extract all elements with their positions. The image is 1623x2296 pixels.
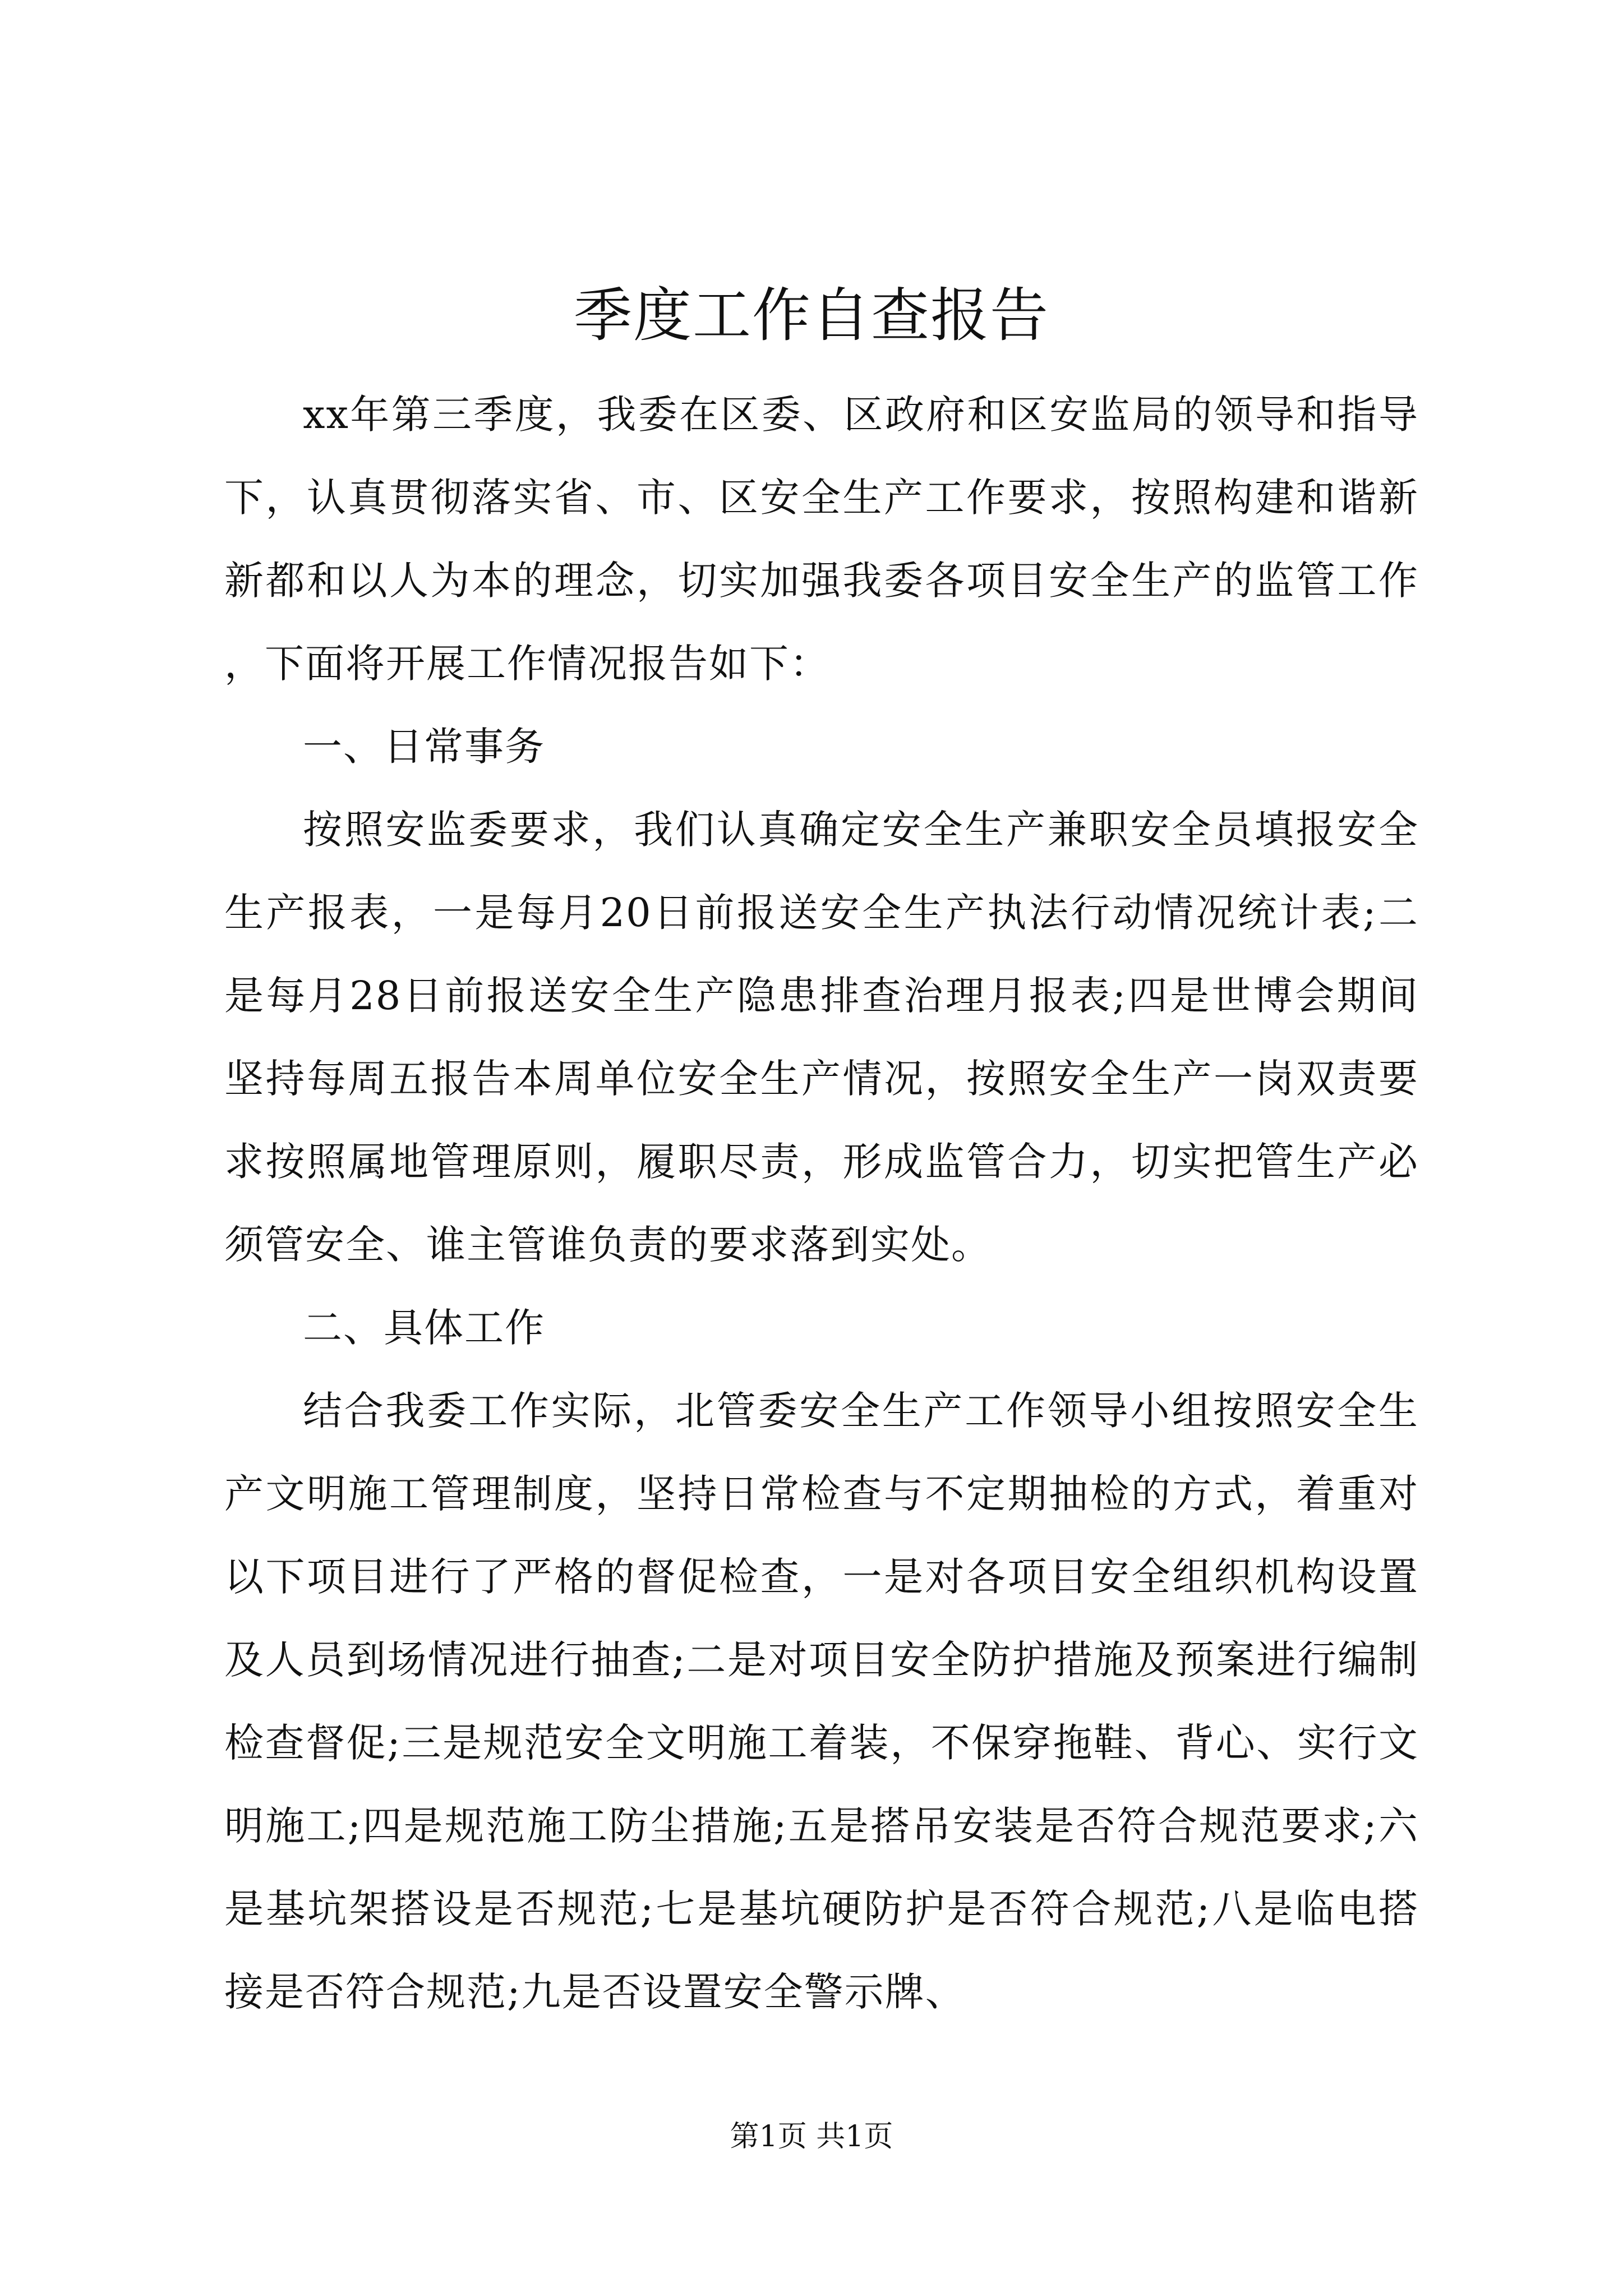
document-title: 季度工作自查报告 <box>573 281 1049 349</box>
paragraph-daily-affairs: 按照安监委要求，我们认真确定安全生产兼职安全员填报安全生产报表，一是每月20日前报送安全生产执法行动情况统计表;二是每月28日前报送安全生产隐患排查治理月报表;四是世博会期间坚持每周五报告本周单位安全生产情况，按照安全生产一岗双责要求按照属地管理原则，履职尽责，形成监管合力，切实把管生产必须管安全、谁主管谁负责的要求落到实处。 <box>224 807 1419 1268</box>
paragraph-specific-work: 结合我委工作实际，北管委安全生产工作领导小组按照安全生产文明施工管理制度，坚持日常检查与不定期抽检的方式，着重对以下项目进行了严格的督促检查，一是对各项目安全组织机构设置及人员到场情况进行抽查;二是对项目安全防护措施及预案进行编制检查督促;三是规范安全文明施工着装，不保穿拖鞋、背心、实行文明施工;四是规范施工防尘措施;五是搭吊安装是否符合规范要求;六是基坑架搭设是否规范;七是基坑硬防护是否符合规范;八是临电搭接是否符合规范;九是否设置安全警示牌、 <box>224 1388 1419 2015</box>
paragraph-intro: xx年第三季度，我委在区委、区政府和区安监局的领导和指导下，认真贯彻落实省、市、区安全生产工作要求，按照构建和谐新新都和以人为本的理念，切实加强我委各项目安全生产的监管工作，下面将开展工作情况报告如下： <box>224 392 1419 687</box>
section-heading-daily-affairs: 一、日常事务 <box>303 724 545 770</box>
document-body <box>224 373 1419 2033</box>
page-number-footer: 第1页 共1页 <box>730 2120 893 2154</box>
section-heading-specific-work: 二、具体工作 <box>303 1305 545 1351</box>
